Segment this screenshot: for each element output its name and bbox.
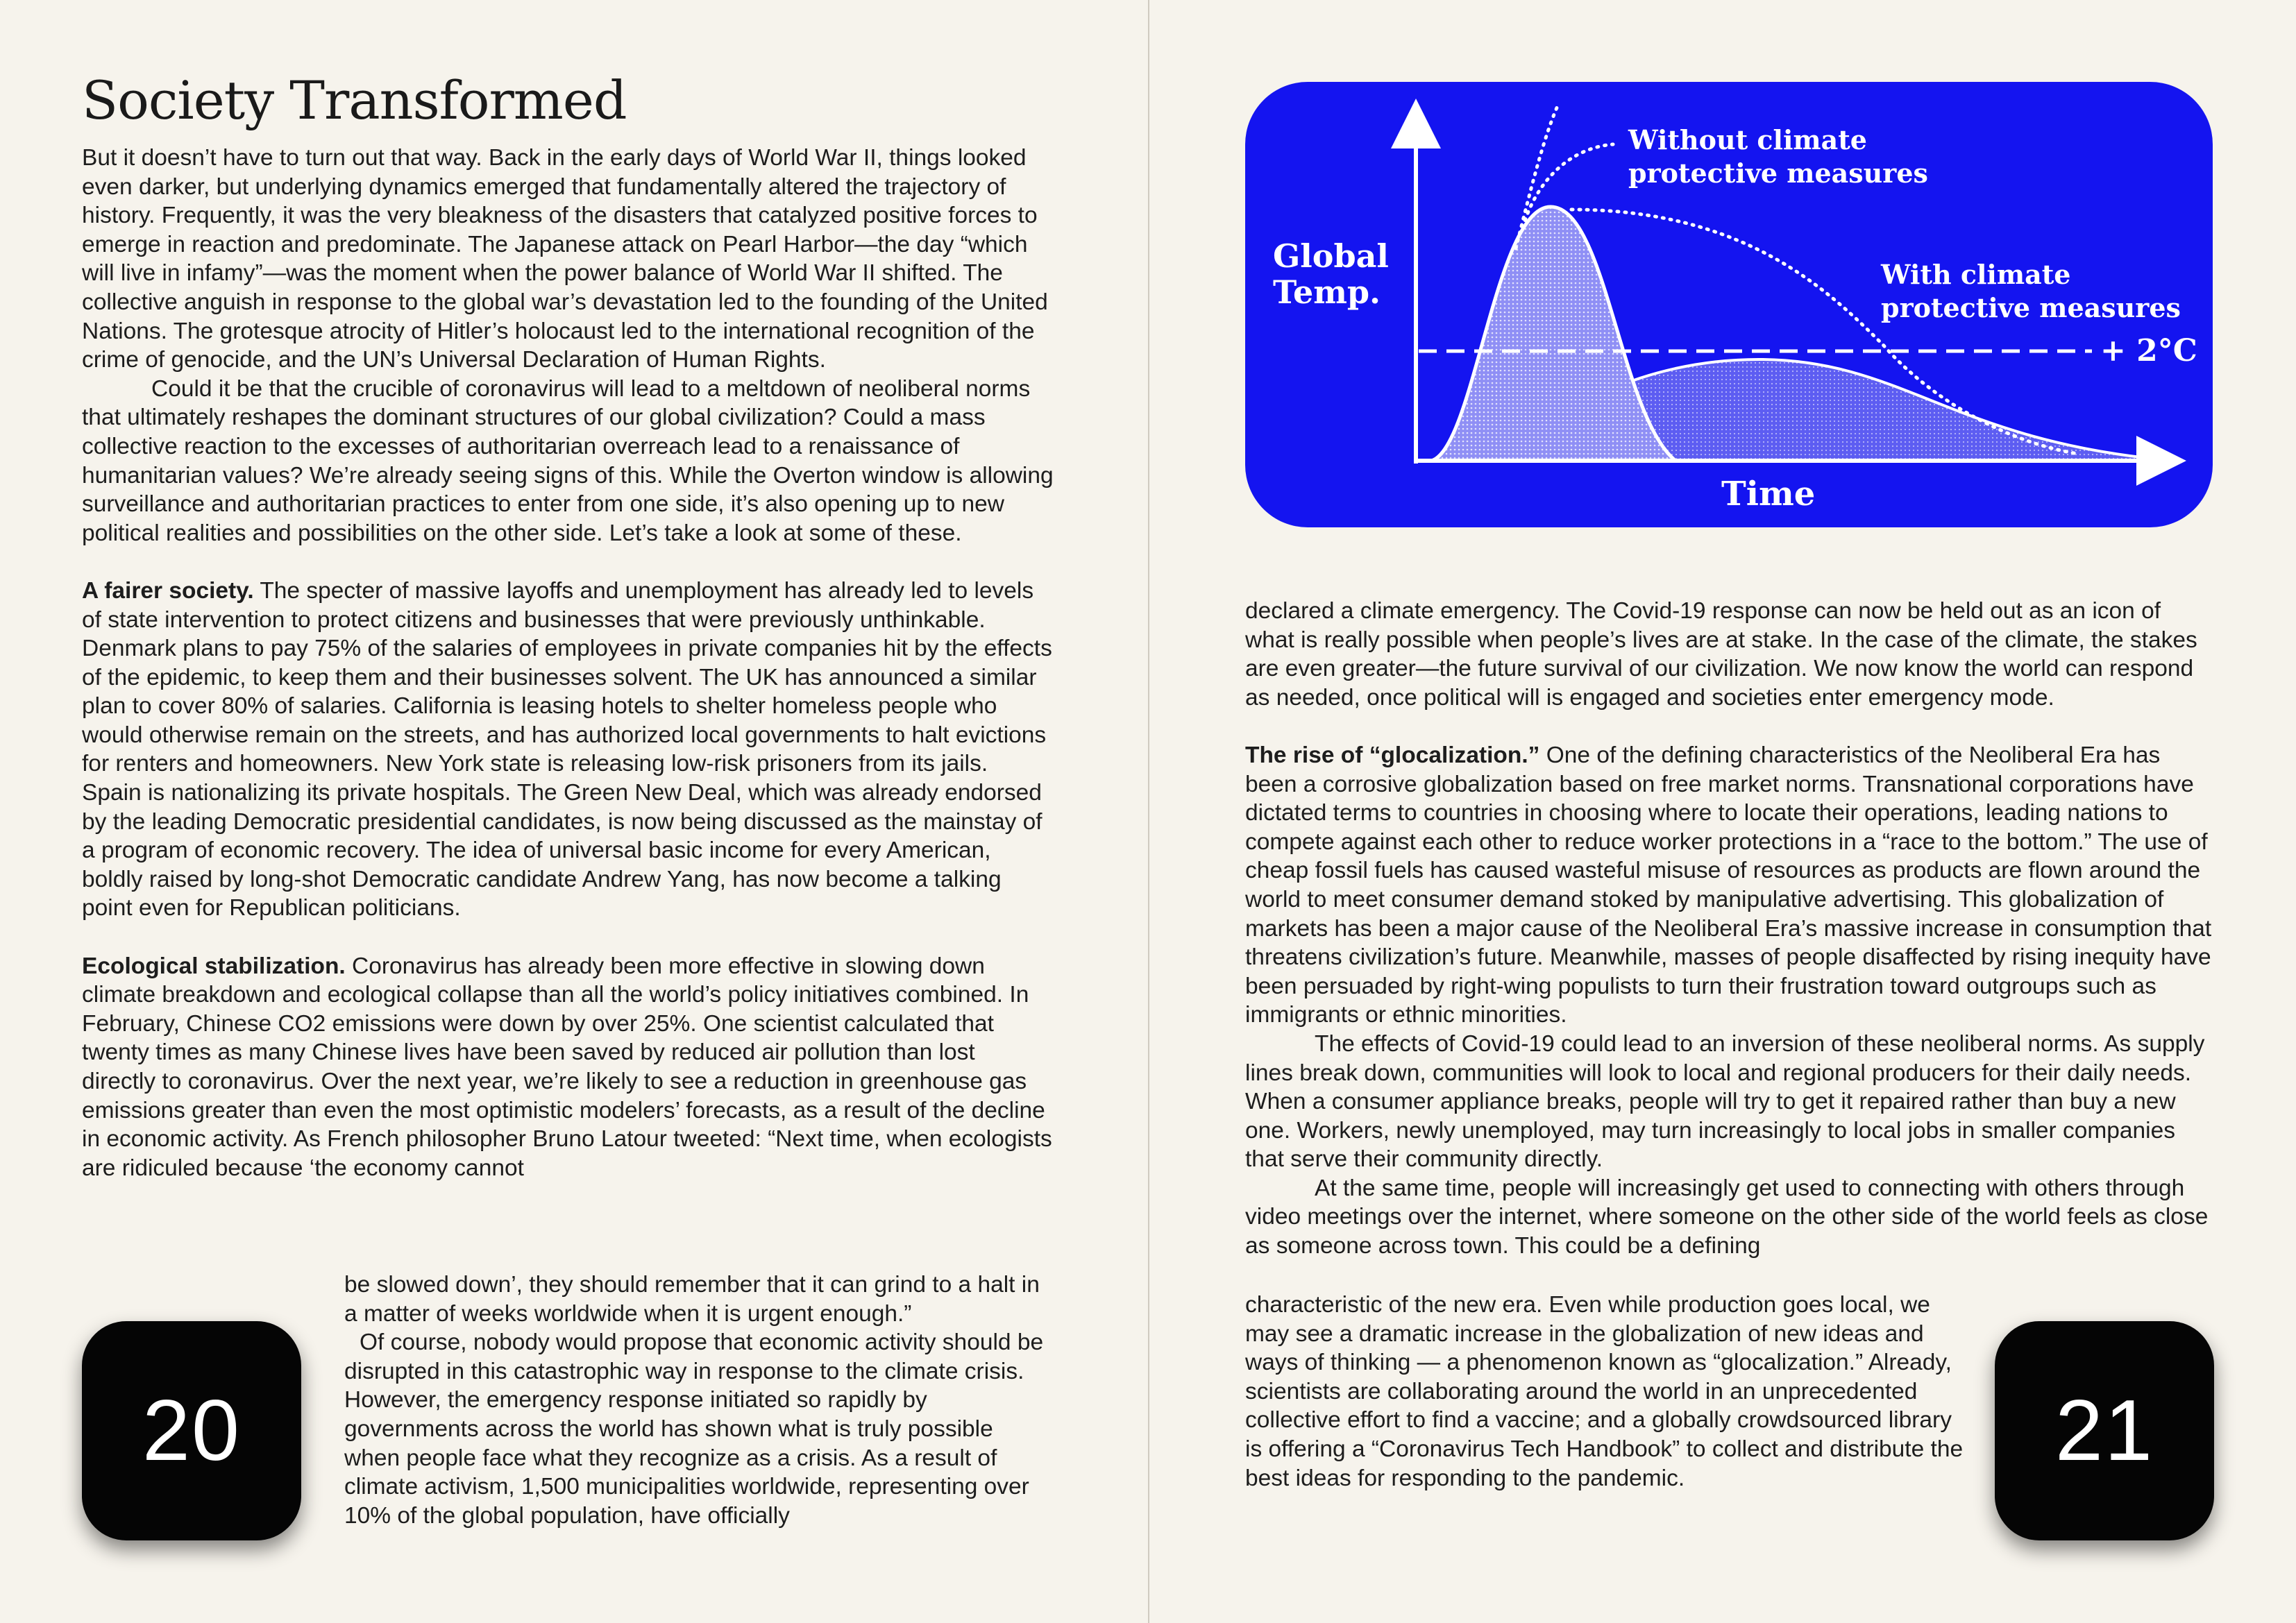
legend-with-measures: With climate protective measures	[1881, 259, 2181, 323]
legend-without-measures: Without climate protective measures	[1628, 124, 1928, 189]
paragraph-glocalization	[1245, 741, 2215, 1030]
climate-curve-diagram	[1245, 82, 2213, 527]
y-axis-label: Global Temp.	[1273, 237, 1389, 311]
paragraph-ecological	[82, 952, 1054, 1183]
right-main-text	[1245, 597, 2215, 1261]
section-heading-ecological: Ecological stabilization.	[82, 953, 346, 979]
ecological-text: Coronavirus has already been more effective in slowing down climate breakdown and ecological collapse than all the world’s policy initiatives combined. In February, Chinese CO2 emissions were down by over 25%. One scientist calculated that twenty times as many Chinese lives have been saved by reduced air pollution than lost directly to coronavirus. Over the next year, we’re likely to see a reduction in greenhouse gas emissions greater than even the most optimistic modelers’ forecasts, as a result of the decline in economic activity. As French philosopher Bruno Latour tweeted: “Next time, when ecologists are ridiculed because ‘the economy cannot	[82, 953, 1052, 1181]
x-axis-label: Time	[1721, 475, 1816, 513]
right-page	[1149, 0, 2296, 1623]
paragraph-effects: The effects of Covid-19 could lead to an inversion of these neoliberal norms. As supply lines break down, communities will look to local and regional producers for their daily needs. When a consumer appliance breaks, people will try to get it repaired rather than buy a new one. Workers, newly unemployed, may turn increasingly to local jobs in smaller companies that serve their community directly.	[1245, 1030, 2205, 1173]
paragraph-climate-emergency: declared a climate emergency. The Covid-19 response can now be held out as an icon of what is really possible when people’s lives are at stake. In the case of the climate, the stakes are even greater—the future survival of our civilization. We now know the world can respond as needed, once political will is engaged and societies enter emergency mode.	[1245, 598, 2197, 711]
glocalization-text: One of the defining characteristics of the Neoliberal Era has been a corrosive globalization based on free market norms. Transnational corporations have dictated terms to countries in choosing where to locate their operations, leading nations to compete against each other to reduce worker protections in a “race to the bottom.” The use of cheap fossil fuels has caused wasteful misuse of resources as products are flown around the world to meet consumer demand stoked by manipulative advertising. This globalization of markets has been a major cause of the Neoliberal Era’s massive increase in consumption that threatens civilization’s future. Meanwhile, masses of people disaffected by rising inequity have been persuaded by right-wing populists to turn their frustration toward outgroups such as immigrants or ethnic minorities.	[1245, 742, 2212, 1028]
page-number-badge: 21	[1995, 1321, 2214, 1540]
left-narrow-text	[344, 1271, 1052, 1530]
section-heading-fairer-society: A fairer society.	[82, 577, 254, 604]
threshold-label: + 2°C	[2100, 333, 2197, 368]
paragraph-same-time-continued: characteristic of the new era. Even while production goes local, we may see a dramatic increase in the globalization of new ideas and ways of thinking — a phenomenon known as “glocalization.” Already, scientists are collaborating around the world in an unprecedented collective effort to find a vaccine; and a globally crowdsourced library is offering a “Coronavirus Tech Handbook” to collect and distribute the best ideas for responding to the pandemic.	[1245, 1292, 1964, 1491]
page-title: Society Transformed	[82, 69, 627, 131]
left-main-text	[82, 144, 1054, 1182]
paragraph-ww2: But it doesn’t have to turn out that way. Back in the early days of World War II, things looked even darker, but underlying dynamics emerged that fundamentally altered the trajectory of history. Frequently, it was the very bleakness of the disasters that catalyzed positive forces to emerge in reaction and predominate. The Japanese attack on Pearl Harbor—the day “which will live in infamy”—was the moment when the power balance of World War II shifted. The collective anguish in response to the global war’s devastation led to the founding of the United Nations. The grotesque atrocity of Hitler’s holocaust led to the international recognition of the crime of genocide, and the UN’s Universal Declaration of Human Rights.	[82, 145, 1048, 373]
paragraph-same-time: At the same time, people will increasingly get used to connecting with others through video meetings over the internet, where someone on the other side of the world feels as close as someone across town. This could be a defining	[1245, 1175, 2209, 1259]
peak-curve	[1431, 207, 1675, 461]
section-heading-glocalization: The rise of “glocalization.”	[1245, 742, 1540, 768]
paragraph-crucible: Could it be that the crucible of coronavirus will lead to a meltdown of neoliberal norms that ultimately reshapes the dominant structures of our global civilization? Could a mass collective reaction to the excesses of authoritarian overreach lead to a renaissance of humanitarian values? We’re already seeing signs of this. While the Overton window is allowing surveillance and authoritarian practices to enter from one side, it’s also opening up to new political realities and possibilities on the other side. Let’s take a look at some of these.	[82, 375, 1054, 546]
fairer-society-text: The specter of massive layoffs and unemployment has already led to levels of state intervention to protect citizens and businesses that were previously unthinkable. Denmark plans to pay 75% of the salaries of employees in private companies hit by the effects of the epidemic, to keep them and their businesses solvent. The UK has announced a similar plan to cover 80% of salaries. California is leasing hotels to shelter homeless people who would otherwise remain on the streets, and has authorized local governments to halt evictions for renters and homeowners. New York state is releasing low-risk prisoners from its jails. Spain is nationalizing its private hospitals. The Green New Deal, which was already endorsed by the leading Democratic presidential candidates, is now being discussed as the mainstay of a program of economic recovery. The idea of universal basic income for every American, boldly raised by long-shot Democratic candidate Andrew Yang, has now become a talking point even for Republican politicians.	[82, 577, 1052, 921]
page-number-badge: 20	[82, 1321, 301, 1540]
right-narrow-text	[1245, 1291, 1967, 1493]
paragraph-ecological-continued: be slowed down’, they should remember that it can grind to a halt in a matter of weeks worldwide when it is urgent enough.”	[344, 1272, 1040, 1327]
paragraph-of-course: Of course, nobody would propose that economic activity should be disrupted in this catastrophic way in response to the climate crisis. However, the emergency response initiated so rapidly by governments across the world has shown what is truly possible when people face what they recognize as a crisis. As a result of climate activism, 1,500 municipalities worldwide, representing over 10% of the global population, have officially	[344, 1329, 1044, 1529]
paragraph-fairer-society	[82, 577, 1054, 923]
